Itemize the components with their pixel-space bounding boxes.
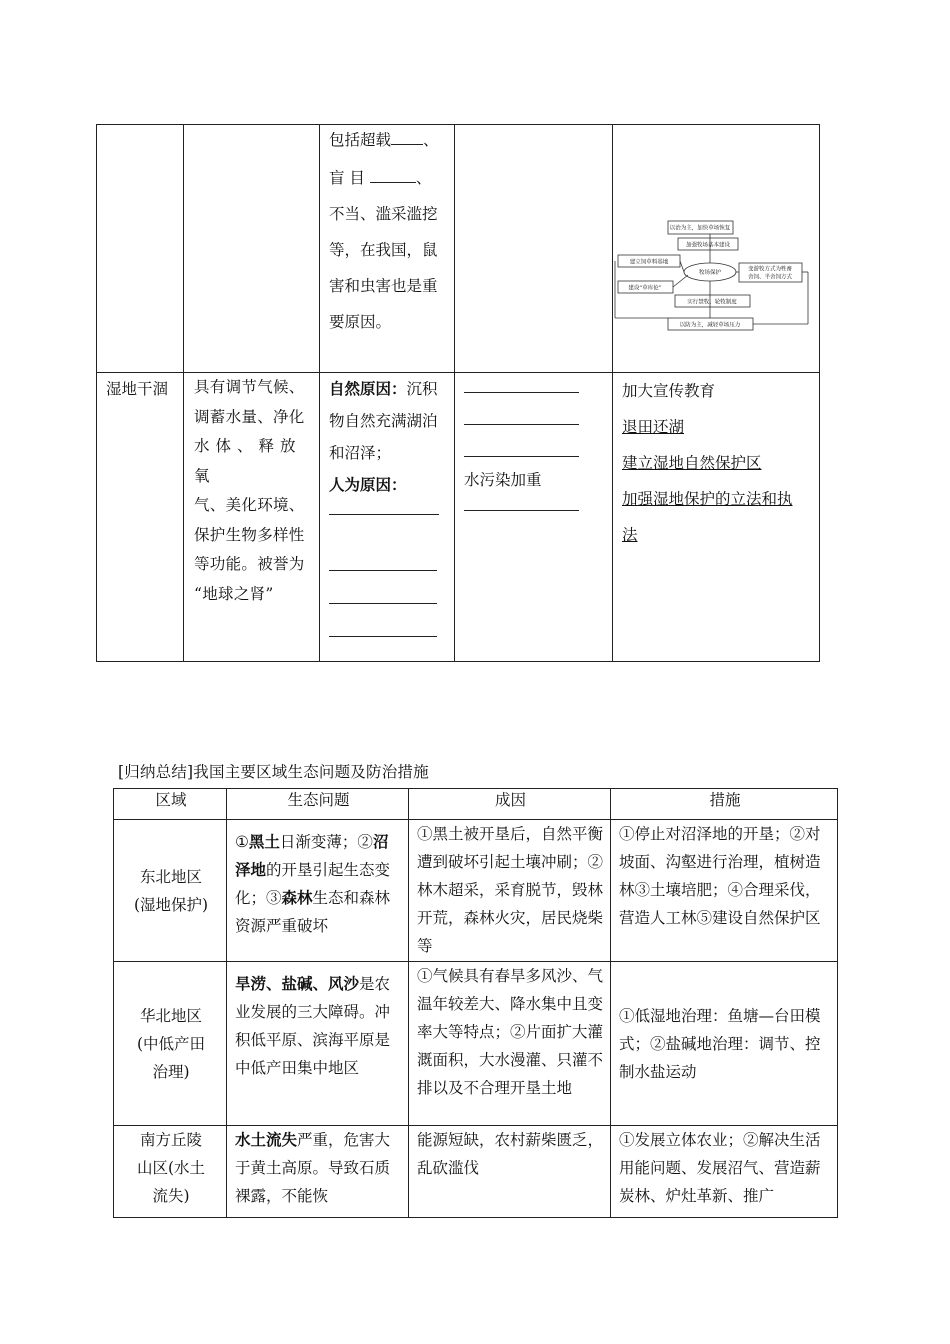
function-line: 水体、释放氧 <box>194 437 302 485</box>
problem-keyword: 森林 <box>281 888 313 907</box>
empty-cell <box>97 125 184 373</box>
problem-text: 的开垦引起生态变化；③ <box>235 861 391 907</box>
problem-keyword: 水土流失 <box>235 1130 298 1149</box>
diagram-cell <box>613 125 820 373</box>
function-line: 调蓄水量、净化 <box>194 407 305 426</box>
diagram-text-top1: 以治为主，加快草场恢复 <box>669 225 731 232</box>
function-line: 等功能。被誉为 <box>194 555 305 573</box>
region-cell <box>114 820 227 962</box>
function-line: 具有调节气候、 <box>194 378 305 396</box>
summary-title <box>118 760 429 782</box>
diagram-text-bottom1: 实行禁牧、轮牧制度 <box>687 299 737 306</box>
diagram-text-top2: 加强牧场基本建设 <box>685 242 731 249</box>
problem-text: ① <box>235 833 249 851</box>
problem-cell <box>227 820 409 962</box>
empty-cell <box>184 125 320 373</box>
table-header-row <box>114 789 838 820</box>
column-header: 生态问题 <box>227 789 409 820</box>
region-cell <box>114 1126 227 1218</box>
harm-text: 水污染加重 <box>464 471 542 489</box>
function-line: “地球之肾” <box>194 584 274 603</box>
measure-item: 建立湿地自然保护区 <box>622 454 762 472</box>
harm-cell <box>455 373 613 662</box>
cause-line: 和沼泽； <box>329 444 392 462</box>
function-line: 保护生物多样性 <box>194 525 305 544</box>
region-note: (中低产田 <box>136 1034 206 1053</box>
fill-blank <box>464 373 579 393</box>
cause-line: 盲 目 <box>329 169 365 187</box>
problem-keyword: 沼泽地 <box>235 832 389 879</box>
human-cause-label: 人为原因： <box>329 475 407 494</box>
measure-item: 加大宣传教育 <box>622 382 716 400</box>
problem-text: 严重，危害大于黄土高原。导致石质裸露，不能恢 <box>235 1131 391 1205</box>
table-row <box>114 820 838 962</box>
column-header: 成因 <box>409 789 611 820</box>
fill-blank <box>329 617 437 637</box>
cause-line: 、 <box>415 169 432 187</box>
natural-cause-label: 自然原因： <box>329 379 407 398</box>
problem-cell <box>227 1126 409 1218</box>
table-row <box>114 1126 838 1218</box>
fill-blank <box>329 551 437 571</box>
problem-text: 是农业发展的三大障碍。冲积低平原、滨海平原是中低产田集中地区 <box>235 975 391 1077</box>
function-line: 气、美化环境、 <box>194 496 305 514</box>
summary-bracket-label: [归纳总结] <box>118 763 194 781</box>
problem-keyword: 黑土 <box>248 832 280 851</box>
table-row <box>97 373 820 662</box>
cause-line: 沉积 <box>406 380 438 398</box>
cause-cell <box>320 373 455 662</box>
diagram-text-left1: 建立饲草料基地 <box>629 259 669 266</box>
diagram-text-bottom2: 以防为主，减轻草场压力 <box>679 322 741 329</box>
cause-line: 包括超载 <box>329 131 392 149</box>
cause-line: 害和虫害也是重 <box>329 277 438 295</box>
region-note: 山区(水土 <box>136 1159 206 1177</box>
region-note: 流失) <box>152 1187 190 1205</box>
measure-item: 法 <box>622 526 638 544</box>
diagram-text-right1b: 舍饲、半舍饲方式 <box>747 274 793 281</box>
diagram-text-right1a: 变游牧方式为牲畜 <box>747 266 793 273</box>
diagram-text-center: 牧场保护 <box>698 270 722 276</box>
cause-cell: ①黑土被开垦后，自然平衡遭到破坏引起土壤冲刷；②林木超采，采育脱节，毁林开荒，森林火灾，居民烧柴等 <box>409 820 611 962</box>
measure-item: 加强湿地保护的立法和执 <box>622 490 793 508</box>
table-row <box>97 125 820 373</box>
measure-cell: ①发展立体农业；②解决生活用能问题、发展沼气、营造薪炭林、炉灶革新、推广 <box>611 1126 838 1218</box>
table-row <box>114 962 838 1126</box>
problem-cell <box>97 373 184 662</box>
measure-cell: ①停止对沼泽地的开垦；②对坡面、沟壑进行治理，植树造林③土壤培肥；④合理采伐，营造人工林⑤建设自然保护区 <box>611 820 838 962</box>
summary-title-text: 我国主要区域生态问题及防治措施 <box>193 763 429 781</box>
measure-item: 退田还湖 <box>622 418 685 436</box>
problem-text: 生态和森林资源严重破坏 <box>235 889 391 935</box>
fill-blank <box>329 584 437 604</box>
cause-cell: 能源短缺，农村薪柴匮乏，乱砍滥伐 <box>409 1126 611 1218</box>
problem-cell <box>227 962 409 1126</box>
fill-blank <box>464 405 579 425</box>
problem-keyword: 旱涝、盐碱、风沙 <box>235 974 360 993</box>
cause-line: 要原因。 <box>329 313 392 331</box>
column-header: 措施 <box>611 789 838 820</box>
region-cell <box>114 962 227 1126</box>
cause-line: 不当、滥采滥挖 <box>329 205 438 223</box>
ecological-problems-table <box>96 124 820 662</box>
region-name: 南方丘陵 <box>139 1131 202 1149</box>
cause-line: 、 <box>423 131 439 149</box>
problem-label: 湿地干涸 <box>106 380 169 398</box>
cause-cell: ①气候具有春旱多风沙、气温年较差大、降水集中且变率大等特点；②片面扩大灌溉面积，大水漫灌、只灌不排以及不合理开垦土地 <box>409 962 611 1126</box>
function-cell <box>184 373 320 662</box>
summary-table <box>113 788 838 1218</box>
pasture-protection-diagram <box>613 125 818 368</box>
problem-text: 日渐变薄；② <box>279 833 373 851</box>
region-note: (湿地保护) <box>133 895 209 914</box>
measure-cell <box>613 373 820 662</box>
column-header: 区域 <box>114 789 227 820</box>
cause-cell <box>320 125 455 373</box>
fill-blank <box>391 126 423 145</box>
region-name: 华北地区 <box>139 1006 202 1025</box>
cause-line: 物自然充满湖泊 <box>329 412 438 430</box>
cause-line: 等，在我国，鼠 <box>329 241 438 259</box>
diagram-text-left2: 建设“草库伦” <box>628 285 662 292</box>
measure-cell: ①低湿地治理：鱼塘—台田模式；②盐碱地治理：调节、控制水盐运动 <box>611 962 838 1126</box>
fill-blank <box>464 437 579 457</box>
region-name: 东北地区 <box>139 867 202 886</box>
fill-blank <box>370 164 416 183</box>
empty-cell <box>455 125 613 373</box>
region-note: 治理) <box>152 1062 190 1081</box>
